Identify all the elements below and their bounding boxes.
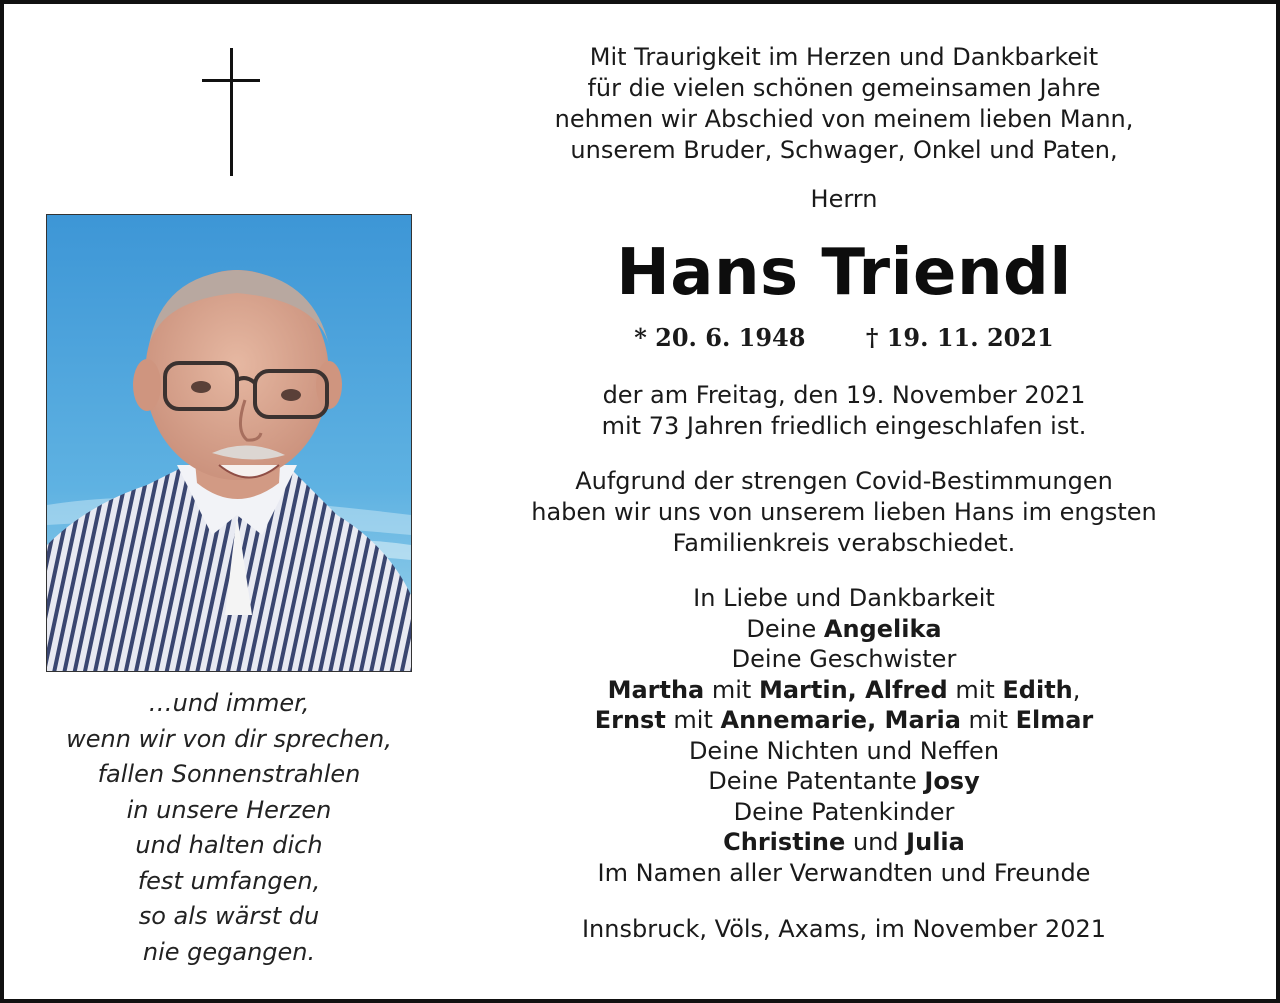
death-notice-line: mit 73 Jahren friedlich eingeschlafen ist. — [601, 412, 1087, 440]
covid-notice-line: haben wir uns von unserem lieben Hans im engsten — [531, 498, 1157, 526]
death-date: † 19. 11. 2021 — [865, 323, 1054, 352]
place-date: Innsbruck, Völs, Axams, im November 2021 — [581, 915, 1107, 943]
poem-line: und halten dich — [135, 831, 323, 859]
poem-line: fest umfangen, — [137, 866, 321, 895]
poem-line: fallen Sonnenstrahlen — [97, 760, 361, 788]
sibling-name: Ernst — [594, 706, 666, 734]
sibling-name: Annemarie, Maria — [720, 706, 961, 734]
life-dates — [504, 322, 1184, 354]
punctuation: , — [1072, 675, 1081, 704]
wife-prefix: Deine — [746, 614, 824, 643]
godchild-name: Christine — [723, 828, 846, 856]
godchildren-line — [504, 827, 1184, 858]
wife-line — [504, 614, 1184, 645]
covid-notice-line: Familienkreis verabschiedet. — [672, 529, 1016, 557]
connector: mit — [960, 706, 1016, 734]
connector: mit — [947, 675, 1003, 704]
sibling-name: Martin, Alfred — [758, 675, 948, 704]
notice-text — [504, 42, 1184, 945]
intro-paragraph — [504, 42, 1184, 166]
covid-notice-line: Aufgrund der strengen Covid-Bestimmungen — [575, 467, 1113, 495]
poem-line: in unsere Herzen — [126, 795, 332, 824]
intro-line: Mit Traurigkeit im Herzen und Dankbarkeit — [589, 43, 1099, 71]
closing-line: In Liebe und Dankbarkeit — [693, 584, 995, 612]
poem-line: nie gegangen. — [142, 937, 316, 966]
nieces-line: Deine Nichten und Neffen — [688, 736, 1000, 765]
godmother-name: Josy — [924, 767, 980, 795]
death-notice — [504, 380, 1184, 442]
family-signatures — [504, 583, 1184, 888]
portrait-photo — [46, 214, 412, 672]
connector: und — [845, 828, 907, 856]
sibling-name: Edith — [1002, 675, 1073, 704]
godchildren-label: Deine Patenkinder — [733, 797, 955, 826]
siblings-label: Deine Geschwister — [731, 645, 957, 673]
siblings-line-1 — [504, 675, 1184, 706]
godmother-line — [504, 766, 1184, 797]
connector: mit — [665, 706, 721, 734]
relatives-line: Im Namen aller Verwandten und Freunde — [597, 858, 1091, 887]
siblings-line-2 — [504, 705, 1184, 736]
poem-line: …und immer, — [148, 689, 310, 717]
intro-line: für die vielen schönen gemeinsamen Jahre — [587, 74, 1101, 102]
death-notice-line: der am Freitag, den 19. November 2021 — [602, 381, 1086, 409]
deceased-name: Hans Triendl — [616, 236, 1072, 310]
poem-line: wenn wir von dir sprechen, — [66, 724, 392, 753]
sibling-name: Martha — [607, 675, 705, 704]
poem-line: so als wärst du — [138, 902, 320, 930]
intro-line: unserem Bruder, Schwager, Onkel und Paten, — [570, 136, 1118, 164]
salutation: Herrn — [810, 185, 878, 213]
godmother-prefix: Deine Patentante — [708, 767, 925, 795]
intro-line: nehmen wir Abschied von meinem lieben Mann, — [554, 105, 1134, 133]
connector: mit — [704, 675, 759, 704]
poem — [24, 686, 434, 970]
covid-notice — [504, 466, 1184, 559]
cross-icon — [202, 48, 262, 178]
sibling-name: Elmar — [1015, 706, 1094, 734]
wife-name: Angelika — [823, 614, 942, 643]
godchild-name: Julia — [906, 828, 965, 856]
birth-date: * 20. 6. 1948 — [634, 323, 806, 352]
